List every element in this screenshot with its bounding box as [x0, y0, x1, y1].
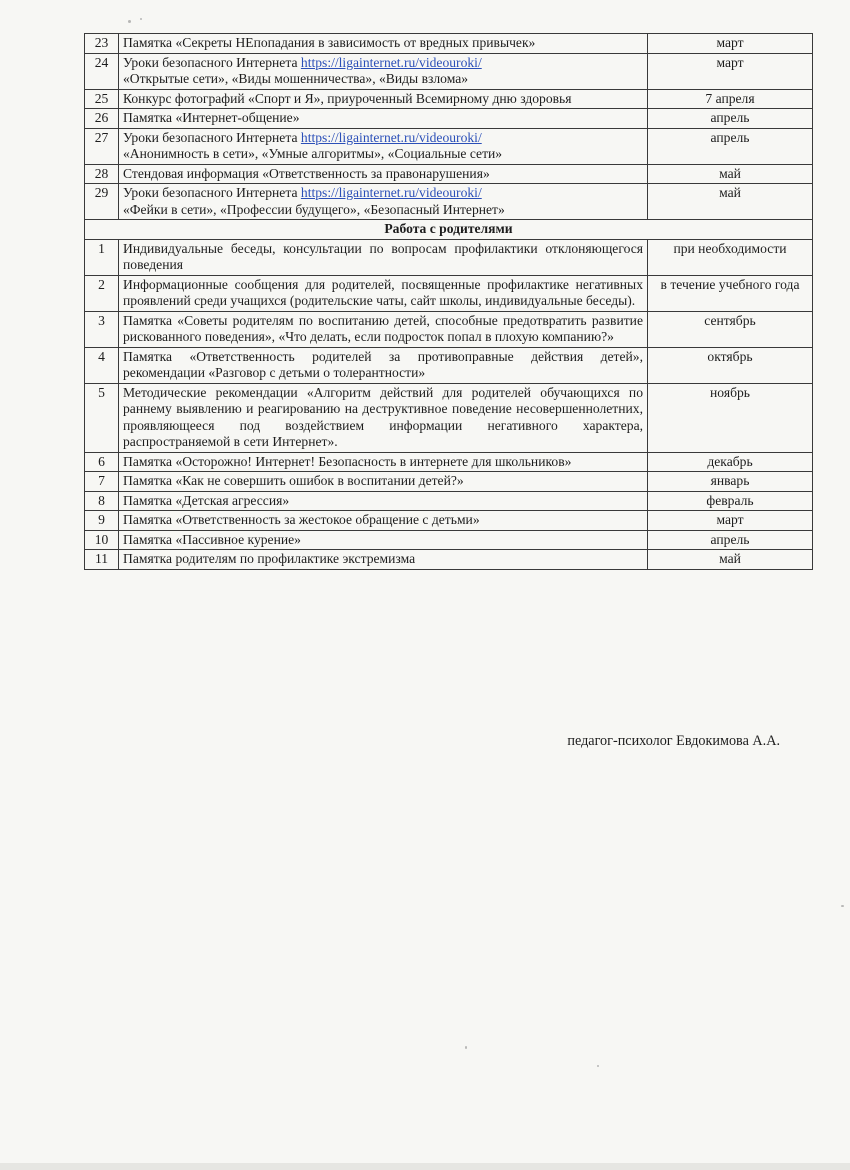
row-description: Индивидуальные беседы, консультации по вопросам профилактики отклоняющегося поведения	[119, 239, 648, 275]
row-number: 4	[85, 347, 119, 383]
scan-speck	[465, 1046, 467, 1049]
row-number: 5	[85, 383, 119, 452]
row-date: май	[648, 550, 813, 570]
row-description: Памятка «Осторожно! Интернет! Безопасность в интернете для школьников»	[119, 452, 648, 472]
table-row	[85, 511, 813, 531]
videouroki-link[interactable]: https://ligainternet.ru/videouroki/	[300, 129, 482, 145]
table-row	[85, 472, 813, 492]
row-date: май	[648, 184, 813, 220]
row-date: апрель	[648, 109, 813, 129]
row-number: 9	[85, 511, 119, 531]
table-row	[85, 164, 813, 184]
row-number: 2	[85, 275, 119, 311]
scan-speck	[128, 20, 131, 23]
row-date: апрель	[648, 128, 813, 164]
row-date: 7 апреля	[648, 89, 813, 109]
row-date: январь	[648, 472, 813, 492]
row-description: Памятка «Как не совершить ошибок в воспитании детей?»	[119, 472, 648, 492]
row-date: март	[648, 34, 813, 54]
row-description: Памятка родителям по профилактике экстремизма	[119, 550, 648, 570]
table-row	[85, 184, 813, 220]
row-description: Памятка «Советы родителям по воспитанию детей, способные предотвратить развитие рискованного поведения», «Что делать, если подросток попал в плохую компанию?»	[119, 311, 648, 347]
row-description-topics: «Анонимность в сети», «Умные алгоритмы», «Социальные сети»	[123, 146, 503, 161]
videouroki-link[interactable]: https://ligainternet.ru/videouroki/	[300, 54, 482, 70]
activity-plan-table	[84, 33, 813, 570]
row-description-lead: Уроки безопасного Интернета	[123, 129, 301, 145]
scan-speck	[841, 905, 844, 907]
row-date: октябрь	[648, 347, 813, 383]
row-date: сентябрь	[648, 311, 813, 347]
videouroki-link[interactable]: https://ligainternet.ru/videouroki/	[300, 185, 482, 200]
row-number: 1	[85, 239, 119, 275]
row-description-topics: «Фейки в сети», «Профессии будущего», «Безопасный Интернет»	[123, 201, 505, 217]
table-row	[85, 239, 813, 275]
section-title: Работа с родителями	[85, 220, 813, 240]
row-number: 24	[85, 53, 119, 89]
row-number: 27	[85, 128, 119, 164]
row-description	[119, 128, 648, 164]
table-row	[85, 347, 813, 383]
row-description: Методические рекомендации «Алгоритм действий для родителей обучающихся по раннему выявлению и реагированию на деструктивное поведение несовершеннолетних, проявляющееся под воздействием информации негативного характера, распространяемой в сети Интернет».	[119, 383, 648, 452]
row-date: в течение учебного года	[648, 275, 813, 311]
scan-speck	[597, 1065, 599, 1067]
row-date: декабрь	[648, 452, 813, 472]
row-description	[119, 53, 648, 89]
scan-speck	[140, 18, 142, 20]
row-description: Памятка «Секреты НЕпопадания в зависимость от вредных привычек»	[119, 34, 648, 54]
table-row	[85, 128, 813, 164]
row-description: Конкурс фотографий «Спорт и Я», приуроченный Всемирному дню здоровья	[119, 89, 648, 109]
row-date: май	[648, 164, 813, 184]
row-number: 10	[85, 530, 119, 550]
row-date: ноябрь	[648, 383, 813, 452]
row-number: 3	[85, 311, 119, 347]
table-row	[85, 34, 813, 54]
section-header-row	[85, 220, 813, 240]
scan-bottom-edge	[0, 1163, 850, 1170]
row-number: 28	[85, 164, 119, 184]
row-number: 8	[85, 491, 119, 511]
row-date: март	[648, 511, 813, 531]
row-number: 11	[85, 550, 119, 570]
row-description	[119, 184, 648, 220]
row-date: апрель	[648, 530, 813, 550]
row-number: 25	[85, 89, 119, 109]
row-description: Памятка «Ответственность родителей за противоправные действия детей», рекомендации «Разговор с детьми о толерантности»	[119, 347, 648, 383]
table-row	[85, 89, 813, 109]
row-date: март	[648, 53, 813, 89]
table-row	[85, 452, 813, 472]
table-row	[85, 275, 813, 311]
row-date: февраль	[648, 491, 813, 511]
table-row	[85, 491, 813, 511]
signature-line: педагог-психолог Евдокимова А.А.	[567, 733, 780, 749]
row-description-lead: Уроки безопасного Интернета	[123, 54, 301, 70]
row-number: 23	[85, 34, 119, 54]
table-row	[85, 550, 813, 570]
row-description: Памятка «Пассивное курение»	[119, 530, 648, 550]
row-description: Информационные сообщения для родителей, посвященные профилактике негативных проявлений среди учащихся (родительские чаты, сайт школы, индивидуальные беседы).	[119, 275, 648, 311]
row-description: Памятка «Интернет-общение»	[119, 109, 648, 129]
row-number: 6	[85, 452, 119, 472]
row-description: Памятка «Ответственность за жестокое обращение с детьми»	[119, 511, 648, 531]
row-date: при необходимости	[648, 239, 813, 275]
table-row	[85, 311, 813, 347]
row-description-topics: «Открытые сети», «Виды мошенничества», «Виды взлома»	[123, 71, 469, 86]
row-description: Памятка «Детская агрессия»	[119, 491, 648, 511]
row-description-lead: Уроки безопасного Интернета	[123, 185, 301, 200]
row-number: 29	[85, 184, 119, 220]
row-number: 26	[85, 109, 119, 129]
table-row	[85, 53, 813, 89]
table-row	[85, 109, 813, 129]
table-row	[85, 383, 813, 452]
row-number: 7	[85, 472, 119, 492]
row-description: Стендовая информация «Ответственность за правонарушения»	[119, 164, 648, 184]
table-row	[85, 530, 813, 550]
